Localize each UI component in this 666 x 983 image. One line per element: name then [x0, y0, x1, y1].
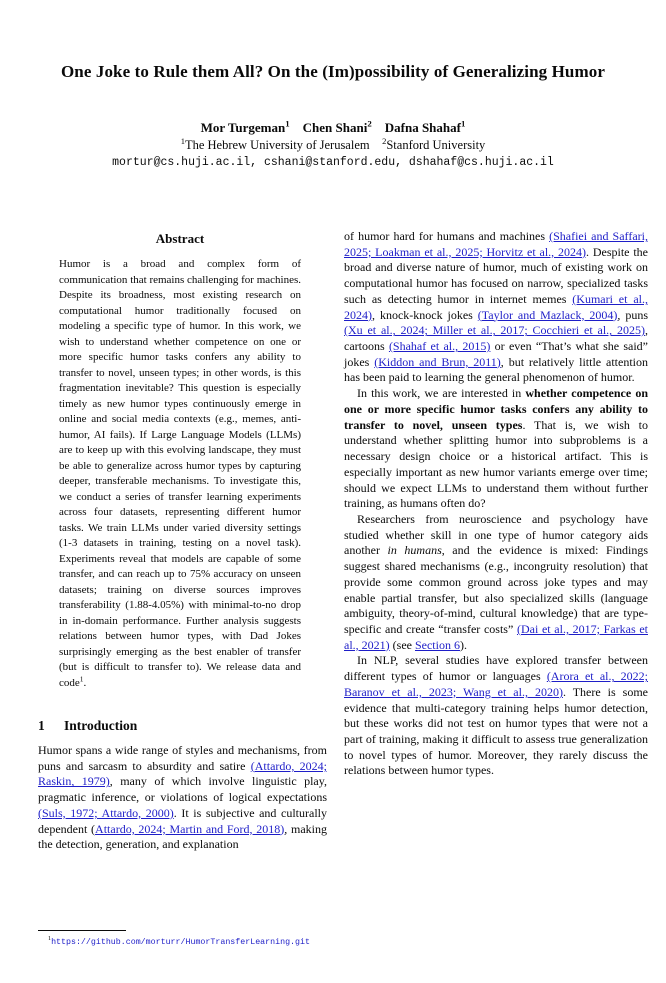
- superscript-marker: 1: [79, 673, 84, 683]
- citation-link[interactable]: (Suls, 1972; Attardo, 2000): [38, 805, 174, 820]
- affiliations-line: $^1$The Hebrew University of Jerusalem $^2$Stanford University: [180, 135, 486, 152]
- body-paragraph: In NLP, several studies have explored transfer between different types of humor or languages (Arora et al., 2022; Baranov et al., 2023; Wang et al., 2020). There is some evidence that multi-category training helps humor detection, but these works did not test on humor types that were not a part of training, making it difficult to assess true generalization to novel types of humor. Moreover, they rarely discuss the relations between humor types.: [344, 653, 648, 778]
- intro-paragraph: Humor spans a wide range of styles and mechanisms, from puns and sarcasm to absurdity and satire (Attardo, 2024; Raskin, 1979), many of which involve linguistic play, pragmatic inference, or violations of logical expectations (Suls, 1972; Attardo, 2000). It is subjective and culturally dependent (Attardo, 2024; Martin and Ford, 2018), making the detection, generation, and explanation: [38, 743, 327, 852]
- citation-link[interactable]: (Kiddon and Brun, 2011): [374, 354, 501, 369]
- superscript-marker: 1: [48, 936, 52, 943]
- footnote-text: [38, 936, 327, 949]
- citation-link[interactable]: https://github.com/morturr/HumorTransferLearning.git: [51, 938, 310, 948]
- superscript-marker: 2: [367, 118, 372, 129]
- body-paragraph: of humor hard for humans and machines (Shafiei and Saffari, 2025; Loakman et al., 2025; Horvitz et al., 2024). Despite the broad and diverse nature of humor, much of existing work on computational humor has focused on narrow, specialized tasks such as detecting humor in internet memes (Kumari et al., 2024), knock-knock jokes (Taylor and Mazlack, 2004), puns (Xu et al., 2024; Miller et al., 2017; Cocchieri et al., 2025), cartoons (Shahaf et al., 2015) or even “That’s what she said” jokes (Kiddon and Brun, 2011), but relatively little attention has been paid to learning the general phenomenon of humor.: [344, 229, 649, 385]
- footnote: [38, 930, 327, 961]
- left-column: [38, 229, 327, 961]
- citation-link[interactable]: (Dai et al., 2017; Farkas et al., 2021): [344, 621, 648, 652]
- right-column: [344, 229, 648, 961]
- citation-link[interactable]: Section 6: [414, 637, 460, 652]
- body-paragraph: In this work, we are interested in whether competence on one or more specific humor tasks confers any ability to transfer to novel, unseen types. That is, we wish to understand whether splitting humor into subproblems is a necessary design choice or a historical artifact. This is especially important as new humor variants emerge over time; should we expect LLMs to understand them without further training, as humans often do?: [344, 386, 648, 511]
- citation-link[interactable]: Attardo, 2024; Martin and Ford, 2018): [95, 821, 285, 836]
- citation-link[interactable]: (Shafiei and Saffari, 2025; Loakman et al., 2025; Horvitz et al., 2024): [344, 229, 648, 259]
- page-title: One Joke to Rule them All? On the (Im)possibility of Generalizing Humor: [60, 62, 605, 81]
- section-number: 1: [38, 718, 45, 733]
- abstract-heading: Abstract: [155, 231, 205, 246]
- emails-line: mortur@cs.huji.ac.il, cshani@stanford.edu, dshahaf@cs.huji.ac.il: [112, 156, 554, 169]
- column-gap: [327, 229, 344, 961]
- citation-link[interactable]: (Kumari et al., 2024): [344, 291, 648, 322]
- superscript-marker: 1: [460, 118, 466, 129]
- superscript-marker: 2: [382, 135, 387, 146]
- superscript-marker: 1: [180, 135, 185, 146]
- two-column-body: [0, 229, 666, 961]
- abstract-text: Humor is a broad and complex form of communication that remains challenging for machines. Despite its broadness, most existing research on computational humor traditionally focused on modeling a specific type of humor. In this work, we wish to understand whether competence on one or more specific humor tasks confers any ability to transfer to novel, unseen types; in other words, is this fragmentation inevitable? This question is especially timely as new humor types continuously emerge in online and social media contexts (e.g., memes, anti-humor, AI fails). If Large Language Models (LLMs) are to keep up with this evolving landscape, they must be able to generalize across humor types by capturing deeper, transferable mechanisms. To investigate this, we conduct a series of transfer learning experiments across four datasets, representing different humor tasks. We train LLMs under varied diversity settings (1-3 datasets in training, testing on a novel task). Experiments reveal that models are capable of some transfer, and can reach up to 75% accuracy on unseen datasets; training on diverse sources improves transferability (1.88-4.05%) with minimal-to-no drop in in-domain performance. Further analysis suggests relations between humor types, with Dad Jokes surprisingly emerging as the best enabler of transfer (but is difficult to transfer to). We release data and code$^1$.: [59, 258, 301, 689]
- citation-link[interactable]: (Taylor and Mazlack, 2004): [477, 307, 618, 322]
- citation-link[interactable]: (Attardo, 2024; Raskin, 1979): [38, 758, 327, 789]
- citation-link[interactable]: (Xu et al., 2024; Miller et al., 2017; Cocchieri et al., 2025): [344, 323, 645, 338]
- authors-line: Mor Turgeman$^1$ Chen Shani$^2$ Dafna Shahaf$^1$: [200, 118, 466, 135]
- body-paragraph: Researchers from neuroscience and psychology have studied whether skill in one type of humor category aids another in humans, and the evidence is mixed: Findings suggest shared mechanisms (e.g., incongruity resolution) that provide some common ground across joke types and may enable partial transfer, but also specialized skills (language ambiguity, theory-of-mind, cultural knowledge) that are type-specific and create “transfer costs” (Dai et al., 2017; Farkas et al., 2021) (see Section 6).: [344, 511, 648, 652]
- footnote-rule: [38, 930, 126, 931]
- superscript-marker: 1: [285, 118, 290, 129]
- section-heading-introduction: [38, 718, 327, 734]
- citation-link[interactable]: (Shahaf et al., 2015): [388, 339, 491, 354]
- citation-link[interactable]: (Arora et al., 2022; Baranov et al., 2023; Wang et al., 2020): [344, 669, 648, 699]
- section-title: Introduction: [64, 718, 138, 733]
